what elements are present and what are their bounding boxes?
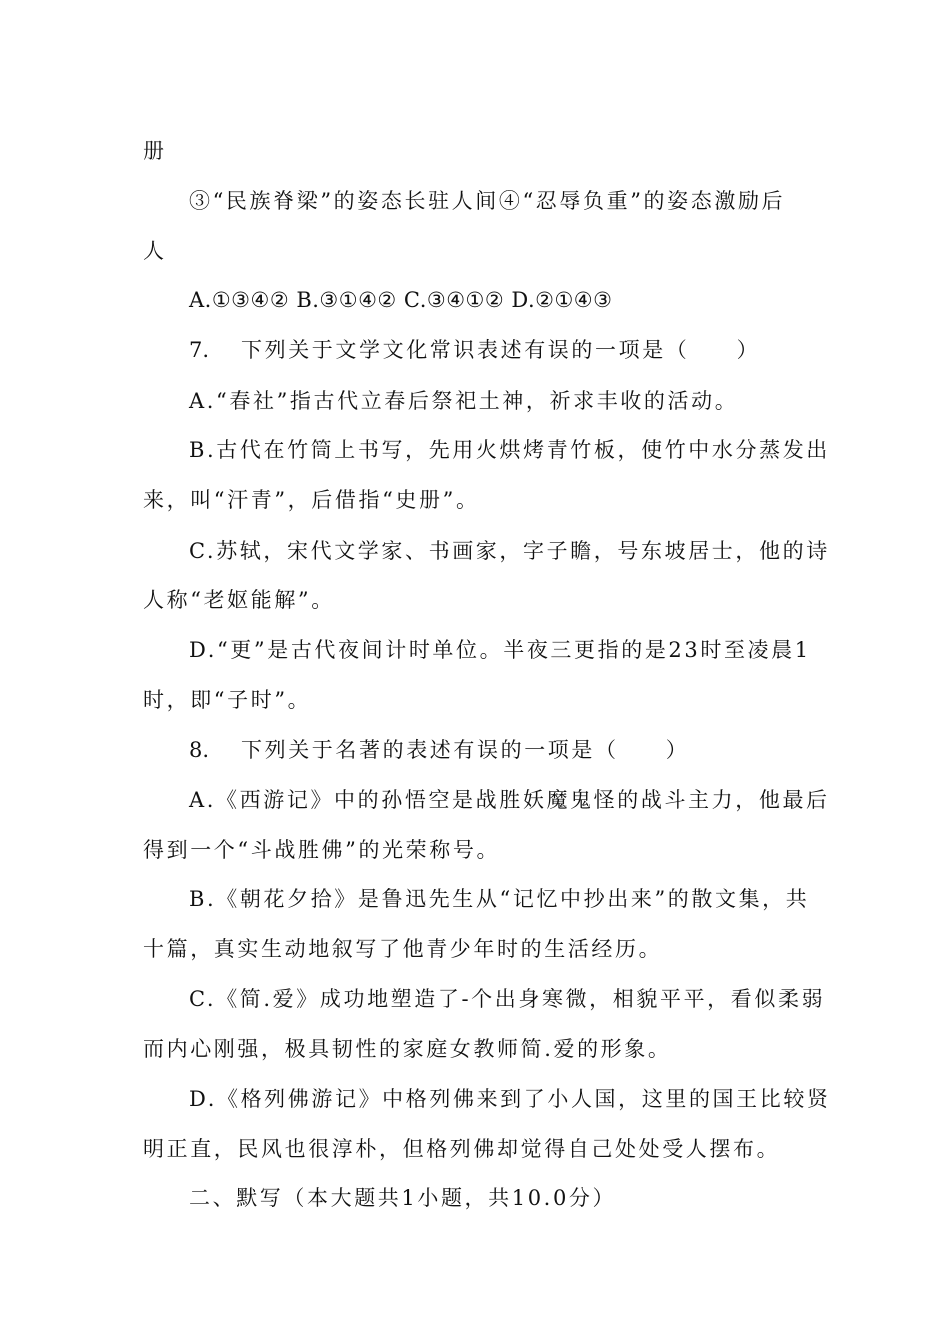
option-a: A.《西游记》中的孙悟空是战胜妖魔鬼怪的战斗主力，他最后: [189, 788, 830, 812]
text-line: 而内心刚强，极具韧性的家庭女教师简.爱的形象。: [143, 1037, 672, 1061]
text-line: 册: [143, 139, 167, 163]
text-line: ③“民族脊梁”的姿态长驻人间④“忍辱负重”的姿态激励后: [189, 189, 786, 213]
option-c: C.苏轼，宋代文学家、书画家，字子瞻，号东坡居士，他的诗: [189, 539, 830, 563]
option-b: B.古代在竹筒上书写，先用火烘烤青竹板，使竹中水分蒸发出: [189, 438, 830, 462]
option-d: D.《格列佛游记》中格列佛来到了小人国，这里的国王比较贤: [189, 1087, 831, 1111]
answer-options: A.①③④② B.③①④② C.③④①② D.②①④③: [189, 288, 613, 312]
section-heading: 二、默写（本大题共1小题，共10.0分）: [189, 1186, 617, 1210]
option-c: C.《简.爱》成功地塑造了-个出身寒微，相貌平平，看似柔弱: [189, 987, 826, 1011]
text-line: 得到一个“斗战胜佛”的光荣称号。: [143, 838, 501, 862]
question-text: 下列关于名著的表述有误的一项是（ ）: [241, 738, 690, 762]
text-line: 来，叫“汗青”，后借指“史册”。: [143, 488, 480, 512]
text-line: 明正直，民风也很淳朴，但格列佛却觉得自己处处受人摆布。: [143, 1137, 781, 1161]
text-line: 十篇，真实生动地叙写了他青少年时的生活经历。: [143, 937, 663, 961]
question-7: [0, 335, 950, 365]
question-number: 7.: [189, 338, 210, 362]
text-line: 人: [143, 239, 167, 263]
option-a: A.“春社”指古代立春后祭祀土神，祈求丰收的活动。: [189, 389, 739, 413]
option-b: B.《朝花夕拾》是鲁迅先生从“记忆中抄出来”的散文集，共: [189, 887, 810, 911]
question-8: [0, 735, 950, 765]
text-line: 时，即“子时”。: [143, 688, 312, 712]
text-line: 人称“老妪能解”。: [143, 588, 335, 612]
question-text: 下列关于文学文化常识表述有误的一项是（ ）: [241, 338, 761, 362]
option-d: D.“更”是古代夜间计时单位。半夜三更指的是23时至凌晨1: [189, 638, 811, 662]
question-number: 8.: [189, 738, 210, 762]
